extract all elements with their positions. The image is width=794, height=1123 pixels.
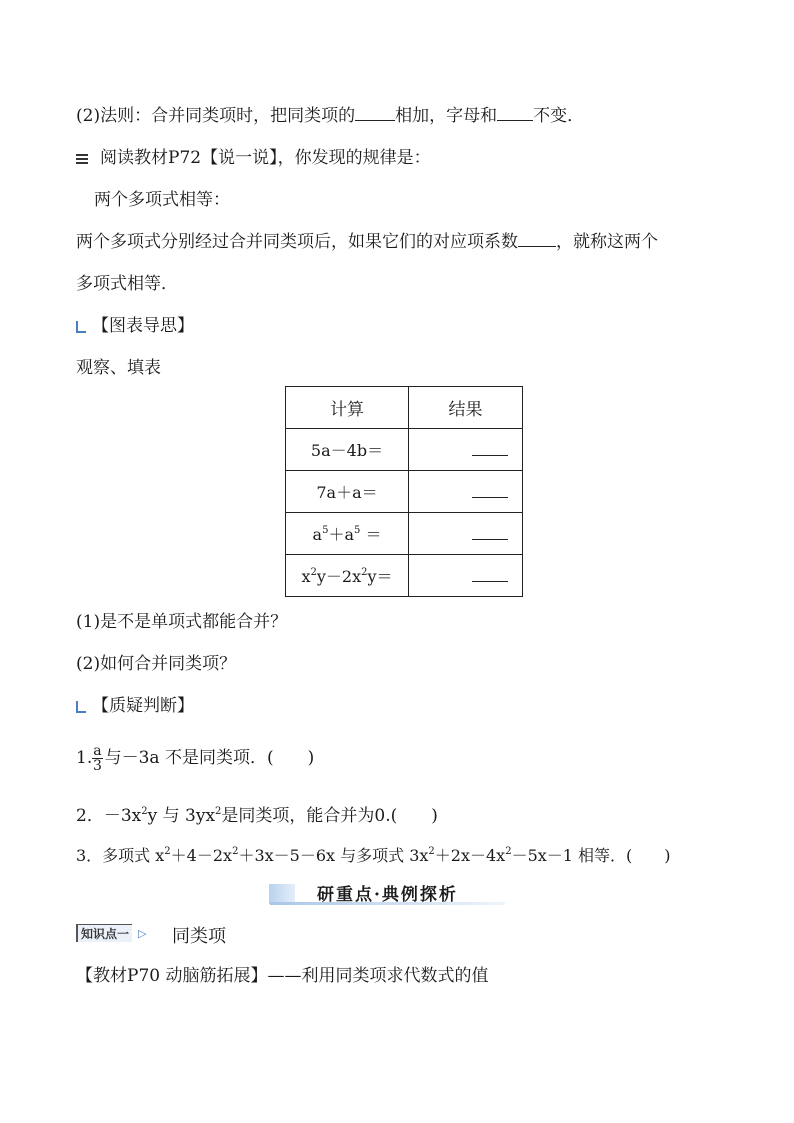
section-judge: 【质疑判断】 (76, 694, 194, 718)
question-2: (2)如何合并同类项？ (76, 654, 237, 674)
table-row (286, 555, 523, 597)
table-cell-result[interactable] (409, 471, 523, 513)
equal-title: 两个多项式相等： (94, 190, 230, 210)
answer-blank[interactable] (518, 230, 556, 247)
observation-table (285, 386, 523, 597)
table-cell-expression: $a^5+a^5$ ＝ (286, 513, 409, 555)
knowledge-point-name: 同类项 (172, 926, 226, 947)
banner-title: 研重点·典例探析 (317, 885, 458, 905)
question-1: (1)是不是单项式都能合并？ (76, 612, 288, 632)
pen-icon (76, 701, 86, 713)
knowledge-point-tag: 知识点一 (76, 924, 132, 942)
table-row (286, 513, 523, 555)
table-header: 计算 (286, 387, 409, 429)
judge-item-3: 3．多项式 $x^2+4-2x^2+3x-5-6x$ 与多项式 $3x^2+2x-4x^2-5x-1$ 相等．( ) (76, 846, 671, 865)
table-cell-expression: 5a－4b＝ (286, 429, 409, 471)
table-cell-expression: 7a＋a＝ (286, 471, 409, 513)
arrow-right-icon: ▷ (138, 927, 147, 940)
equal-definition-cont: 多项式相等． (76, 274, 178, 294)
equal-definition: 两个多项式分别经过合并同类项后，如果它们的对应项系数 ，就称这两个 (76, 232, 658, 252)
judge-item-2: 2．$-3x^2y$ 与 $3yx^2$是同类项，能合并为0.( ) (76, 806, 438, 826)
table-header: 结果 (409, 387, 523, 429)
section-chart: 【图表导思】 (76, 314, 194, 338)
answer-blank[interactable] (472, 481, 508, 498)
section-banner (265, 878, 530, 906)
answer-blank[interactable] (472, 523, 508, 540)
table-row (286, 471, 523, 513)
read-line: 阅读教材P72【说一说】，你发现的规律是： (76, 146, 431, 170)
table-row (286, 429, 523, 471)
textbook-reference: 【教材P70 动脑筋拓展】——利用同类项求代数式的值 (76, 966, 489, 986)
judge-item-1: 1. $\frac{a}{3}$ 与－3a 不是同类项．( ) (76, 743, 315, 774)
answer-blank[interactable] (355, 104, 395, 121)
observe-label: 观察、填表 (76, 358, 161, 378)
table-cell-expression: $x^2y-2x^2y=$ (286, 555, 409, 597)
rule-line: (2)法则：合并同类项时，把同类项的 相加，字母和 不变． (76, 106, 585, 126)
list-icon (76, 153, 90, 165)
fraction: $\frac{a}{3}$ (92, 743, 102, 774)
table-cell-result[interactable] (409, 513, 523, 555)
answer-blank[interactable] (497, 104, 533, 121)
answer-blank[interactable] (472, 439, 508, 456)
table-header-row (286, 387, 523, 429)
table-cell-result[interactable] (409, 555, 523, 597)
answer-blank[interactable] (472, 565, 508, 582)
pen-icon (76, 321, 86, 333)
table-cell-result[interactable] (409, 429, 523, 471)
banner-decoration (269, 884, 295, 904)
